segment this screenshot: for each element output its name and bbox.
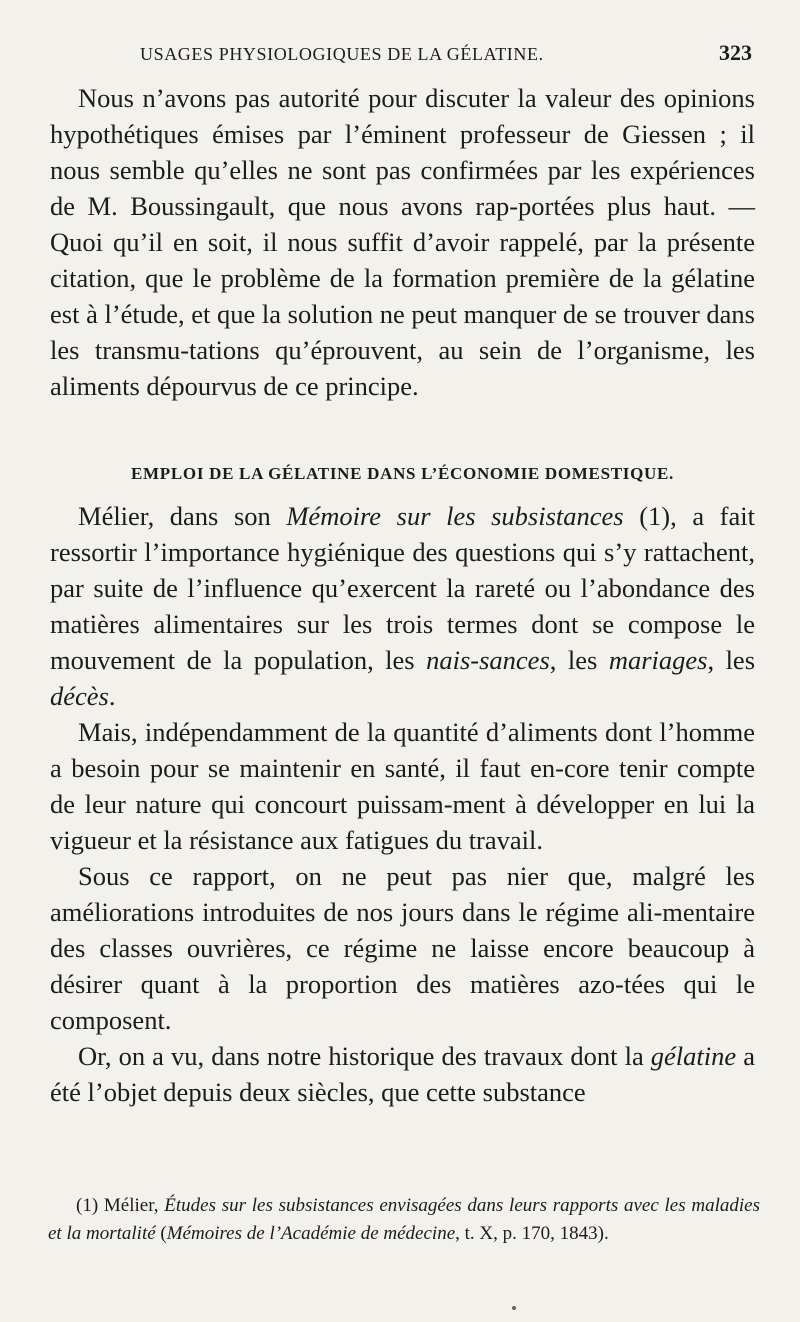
text-run: Mélier, dans son	[78, 501, 287, 531]
text-run: .	[108, 681, 116, 711]
running-head	[140, 40, 752, 66]
text-run: , les	[707, 645, 756, 675]
page-number: 323	[719, 40, 752, 65]
italic-term: mariages	[608, 645, 708, 675]
footnote-text	[48, 1192, 760, 1248]
text-run: , les	[549, 645, 609, 675]
italic-title: Études sur les subsistances envisagées dans leurs rapports avec les maladies et la mortalité	[48, 1195, 760, 1244]
text-run: (	[155, 1223, 167, 1244]
text-run: (1), a fait ressortir l’importance hygiénique des questions qui s’y rattachent, par suite de l’influence qu’exercent la rareté ou l’abondance des matières alimentaires sur les trois termes dont se compose le mouvement de la population, les	[50, 501, 755, 675]
italic-title: Mémoires de l’Académie de médecine	[166, 1223, 456, 1244]
section-heading: EMPLOI DE LA GÉLATINE DANS L’ÉCONOMIE DOMESTIQUE.	[131, 464, 674, 483]
paragraph-nature: Mais, indépendamment de la quantité d’aliments dont l’homme a besoin pour se maintenir en santé, il faut en-core tenir compte de leur nature qui concourt puissam-ment à développer en lui la vigueur et la résistance aux fatigues du travail.	[50, 717, 755, 855]
text-run: (1) Mélier,	[76, 1195, 165, 1216]
paragraph-opening: Nous n’avons pas autorité pour discuter la valeur des opinions hypothétiques émises par l’éminent professeur de Giessen ; il nous semble qu’elles ne sont pas confirmées par les expériences de M. Boussingault, que nous avons rap-portées plus haut. — Quoi qu’il en soit, il nous suffit d’avoir rappelé, par la présente citation, que le problème de la formation première de la gélatine est à l’étude, et que la solution ne peut manquer de se trouver dans les transmu-tations qu’éprouvent, au sein de l’organisme, les aliments dépourvus de ce principe.	[50, 83, 755, 401]
italic-term: décès	[50, 681, 109, 711]
text-run: a été l’objet depuis deux siècles, que cette substance	[50, 1041, 755, 1107]
italic-term: nais-sances	[426, 645, 550, 675]
paragraph-rapport: Sous ce rapport, on ne peut pas nier que, malgré les améliorations introduites de nos jours dans le régime ali-mentaire des classes ouvrières, ce régime ne laisse encore beaucoup à désirer quant à la proportion des matières azo-tées qui le composent.	[50, 861, 755, 1035]
italic-title: Mémoire sur les subsistances	[286, 501, 624, 531]
text-run: Or, on a vu, dans notre historique des travaux dont la	[78, 1041, 651, 1071]
footnote	[48, 1192, 760, 1248]
paragraph-gelatine	[50, 1038, 755, 1110]
body-text	[50, 80, 755, 1110]
print-speck	[512, 1306, 516, 1310]
paragraph-melier	[50, 498, 755, 714]
italic-term: gélatine	[650, 1041, 737, 1071]
text-run: , t. X, p. 170, 1843).	[455, 1223, 609, 1244]
running-title: USAGES PHYSIOLOGIQUES DE LA GÉLATINE.	[140, 44, 544, 64]
